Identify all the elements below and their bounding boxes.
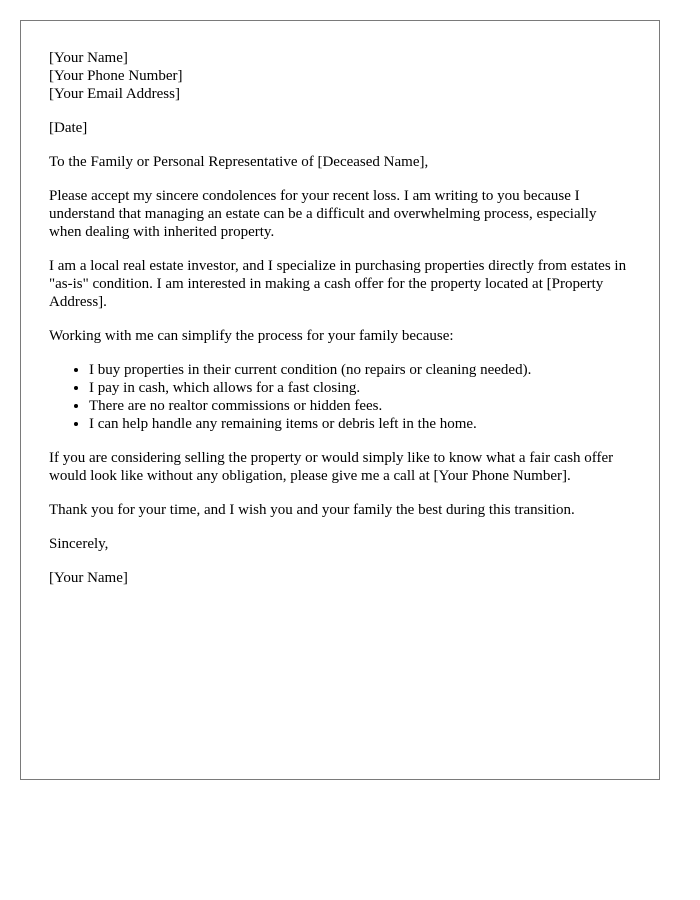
benefits-list [49, 361, 631, 433]
sender-phone: [Your Phone Number] [49, 68, 183, 84]
signature: [Your Name] [49, 570, 128, 586]
benefit-item: • I pay in cash, which allows for a fast closing. [89, 379, 631, 397]
sender-name: [Your Name] [49, 50, 128, 66]
sender-email: [Your Email Address] [49, 86, 180, 102]
benefit-item: • There are no realtor commissions or hidden fees. [89, 397, 631, 415]
call-to-action-paragraph: If you are considering selling the property or would simply like to know what a fair cash offer would look like without any obligation, please give me a call at [Your Phone Number]. [49, 450, 614, 484]
benefits-intro: Working with me can simplify the process for your family because: [49, 328, 454, 344]
letter-date: [Date] [49, 120, 88, 136]
benefit-item: • I can help handle any remaining items or debris left in the home. [89, 415, 631, 433]
condolence-paragraph: Please accept my sincere condolences for your recent loss. I am writing to you because I understand that managing an estate can be a difficult and overwhelming process, especially when dealing with inherited property. [49, 188, 597, 240]
benefit-item: • I buy properties in their current condition (no repairs or cleaning needed). [89, 361, 631, 379]
thanks-paragraph: Thank you for your time, and I wish you and your family the best during this transition. [49, 502, 575, 518]
closing: Sincerely, [49, 536, 109, 552]
letter-page [20, 20, 660, 780]
salutation: To the Family or Personal Representative of [Deceased Name], [49, 154, 429, 170]
sender-block [49, 49, 631, 103]
introduction-paragraph: I am a local real estate investor, and I specialize in purchasing properties directly from estates in "as-is" condition. I am interested in making a cash offer for the property located at [Property Address]. [49, 258, 627, 310]
